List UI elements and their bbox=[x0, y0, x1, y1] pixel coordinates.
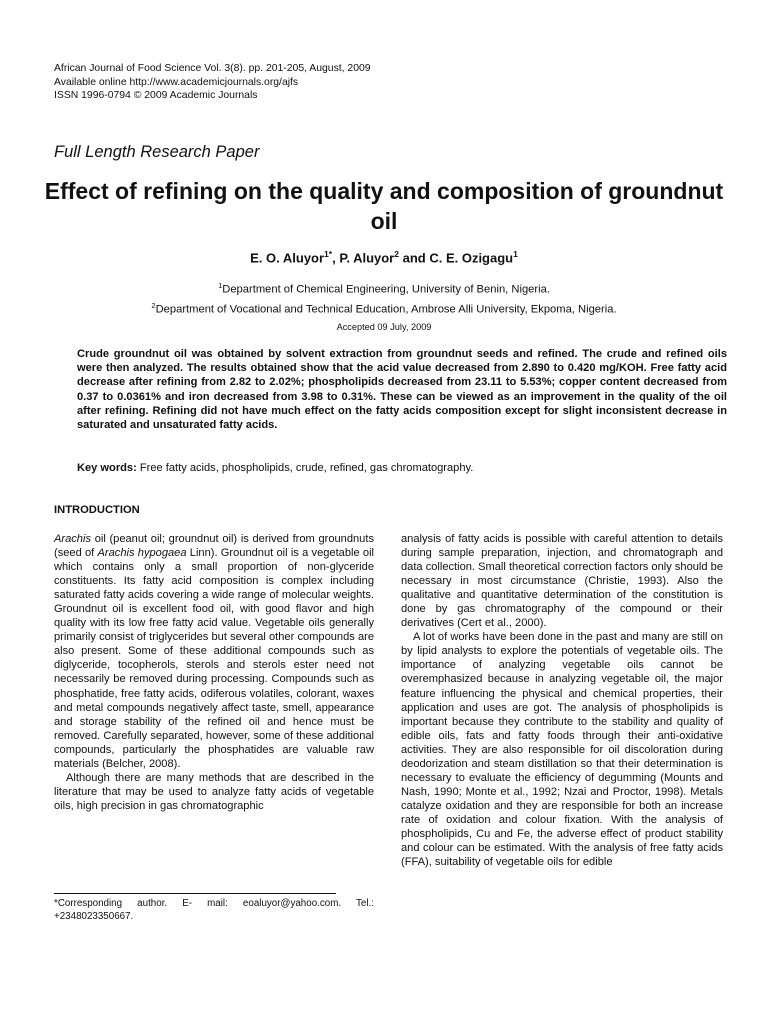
intro-paragraph-1 bbox=[54, 532, 374, 771]
journal-header bbox=[54, 62, 371, 103]
affiliation-text: Department of Vocational and Technical Education, Ambrose Alli University, Ekpoma, Nigeria. bbox=[155, 303, 617, 316]
abstract: Crude groundnut oil was obtained by solvent extraction from groundnut seeds and refined. The crude and refined oils were then analyzed. The results obtained show that the acid value decreased from 2.890 to 0.420 mg/KOH. Free fatty acid decrease after refining from 2.82 to 2.02%; phospholipids decreased from 23.11 to 5.53%; copper content decreased from 0.37 to 0.0361% and iron decreased from 3.98 to 0.31%. These can be viewed as an improvement in the quality of the oil after refining. Refining did not have much effect on the fatty acids composition except for slight inconsistent decrease in saturated and unsaturated fatty acids. bbox=[77, 348, 727, 432]
paragraph-text: oil (peanut oil; groundnut oil) is derived from groundnuts (seed of bbox=[54, 533, 374, 560]
keywords-text: Free fatty acids, phospholipids, crude, refined, gas chromatography. bbox=[139, 462, 474, 474]
author-list bbox=[0, 249, 768, 265]
author-name: C. E. Ozigagu bbox=[429, 250, 514, 266]
affiliations bbox=[0, 278, 768, 317]
author-name: P. Aluyor bbox=[339, 250, 395, 266]
online-availability: Available online http://www.academicjournals.org/ajfs bbox=[54, 76, 299, 88]
author-affiliation-mark: 1* bbox=[324, 249, 333, 259]
footnote-divider bbox=[54, 893, 336, 894]
paragraph-text: Linn). Groundnut oil is a vegetable oil which contains only a small proportion of non-glyceride constituents. Its fatty acid composition is complex including saturated fatty acids covering a wide range of molecular weights. Groundnut oil is excellent food oil, with good flavor and high quality with its low free fatty acid value. Vegetable oils generally primarily consist of triglycerides but several other compounds are also present. Some of these additional compounds such as diglyceride, tocopherols, sterols and sterols ester need not necessarily be removed during processing. Compounds such as phosphatide, free fatty acids, odiferous volatiles, colorant, waxes and metal compounds negatively affect taste, smell, appearance and storage stability of the refined oil and hence must be removed. Carefully separated, however, some of these additional compounds, particularly the phosphatides are valuable raw materials (Belcher, 2008). bbox=[54, 547, 375, 770]
keywords bbox=[77, 462, 727, 474]
right-column bbox=[401, 532, 723, 869]
corresponding-author-footnote: *Corresponding author. E- mail: eoaluyor@yahoo.com. Tel.: +2348023350667. bbox=[54, 898, 374, 922]
accepted-date: Accepted 09 July, 2009 bbox=[336, 322, 432, 332]
author-affiliation-mark: 2 bbox=[394, 249, 399, 259]
section-heading-introduction: INTRODUCTION bbox=[54, 504, 140, 516]
author-name: E. O. Aluyor bbox=[250, 250, 325, 266]
issn-copyright: ISSN 1996-0794 © 2009 Academic Journals bbox=[54, 90, 258, 102]
affiliation bbox=[0, 278, 768, 298]
author-separator: , bbox=[332, 250, 340, 266]
author-separator: and bbox=[398, 250, 430, 266]
affiliation-number: 1 bbox=[218, 281, 223, 290]
journal-citation: African Journal of Food Science Vol. 3(8). pp. 201-205, August, 2009 bbox=[54, 63, 371, 74]
keywords-label: Key words: bbox=[77, 462, 137, 474]
affiliation-number: 2 bbox=[151, 300, 156, 310]
left-column bbox=[54, 532, 374, 813]
paper-type-label: Full Length Research Paper bbox=[54, 143, 260, 161]
affiliation bbox=[0, 298, 768, 318]
author-affiliation-mark: 1 bbox=[513, 249, 518, 259]
intro-paragraph-2: Although there are many methods that are described in the literature that may be used to analyze fatty acids of vegetable oils, high precision in gas chromatographic bbox=[54, 771, 374, 812]
species-name: Arachis bbox=[54, 533, 91, 545]
intro-paragraph-4: A lot of works have been done in the past and many are still on by lipid analysts to explore the potentials of vegetable oils. The importance of analyzing vegetable oils cannot be overemphasized because in analyzing vegetable oil, the major feature influencing the physical and chemical properties, their application and uses are got. The analysis of phospholipids is important because they contribute to the stability and quality of edible oils, fats and fatty foods through their anti-oxidative activities. They are also responsible for oil discoloration during deodorization and steam distillation so that their determination is necessary to evaluate the efficiency of degumming (Mounts and Nash, 1990; Monte et al., 1992; Nzai and Proctor, 1998). Metals catalyze oxidation and they are responsible for both an increase rate of oxidation and colour fixation. With the analysis of phospholipids, Cu and Fe, the adverse effect of product stability and colour can be estimated. With the analysis of free fatty acids (FFA), suitability of vegetable oils for edible bbox=[401, 631, 723, 869]
affiliation-text: Department of Chemical Engineering, University of Benin, Nigeria. bbox=[222, 283, 550, 296]
intro-paragraph-3: analysis of fatty acids is possible with careful attention to details during sample preparation, injection, and chromatograph and data collection. Small theoretical correction factors only should be necessary in most circumstance (Christie, 1993). Also the qualitative and quantitative determination of the constitution is done by gas chromatography of the compound or their derivatives (Cert et al., 2000). bbox=[401, 533, 723, 630]
species-name: Arachis hypogaea bbox=[97, 547, 187, 560]
paper-title: Effect of refining on the quality and composition of groundnut oil bbox=[44, 178, 724, 234]
